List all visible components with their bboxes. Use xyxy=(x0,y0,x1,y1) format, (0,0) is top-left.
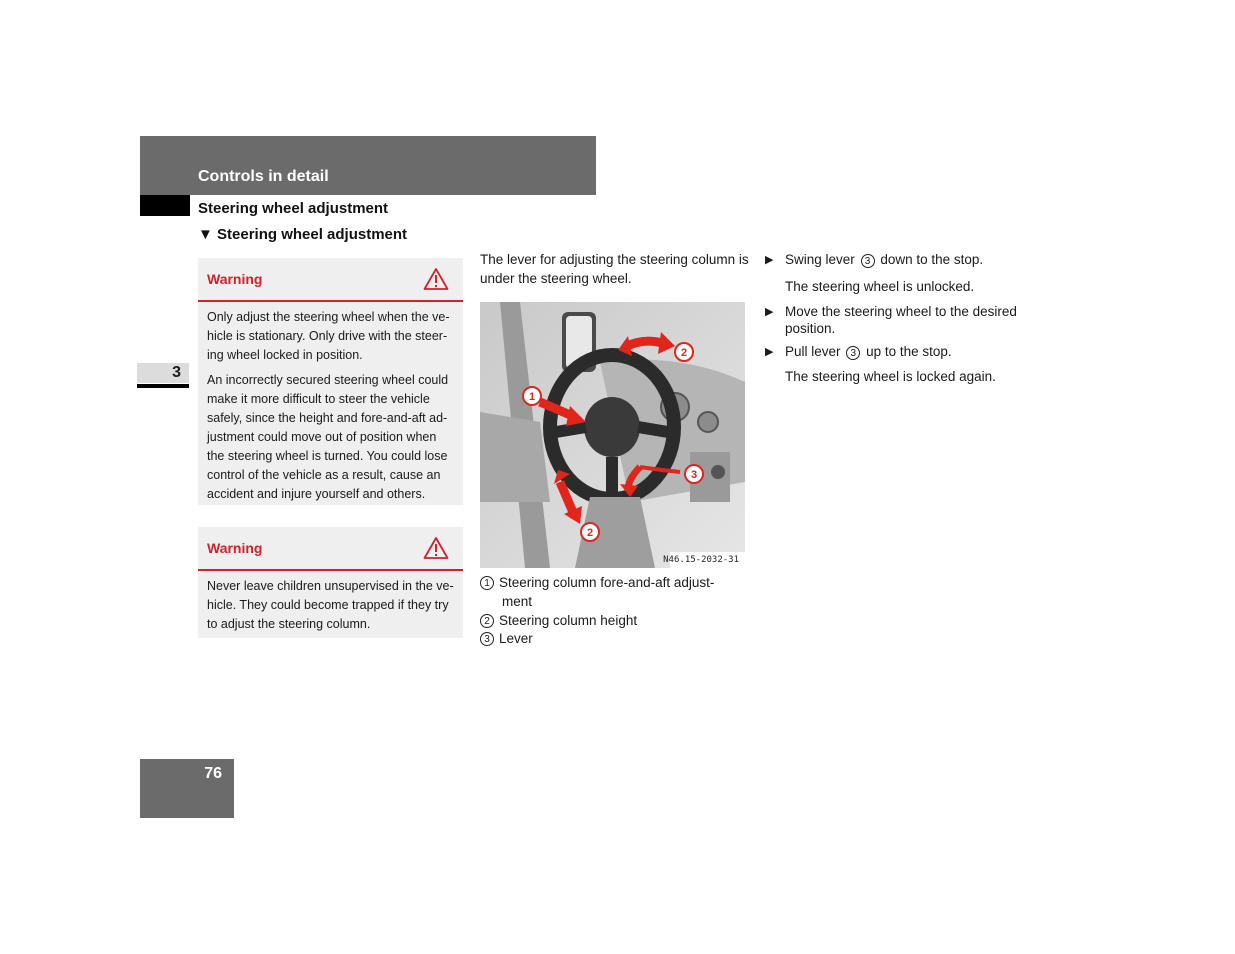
callout-2b xyxy=(581,523,599,541)
legend-item xyxy=(480,611,750,630)
step-text: Swing lever xyxy=(785,252,855,267)
callout-2 xyxy=(675,343,693,361)
instruction-step xyxy=(765,343,1045,361)
warning-body xyxy=(198,571,463,646)
warning-triangle-icon xyxy=(423,267,449,291)
step-arrow-icon: ▶ xyxy=(765,306,774,318)
warning-body xyxy=(198,302,463,516)
step-text: Move the steering wheel to the desired position. xyxy=(785,304,1017,336)
chapter-title: Controls in detail xyxy=(198,168,329,185)
step-arrow-icon: ▶ xyxy=(765,346,774,358)
step-result: The steering wheel is unlocked. xyxy=(785,279,975,294)
warning-paragraph: Only adjust the steering wheel when the ve-hicle is stationary. Only drive with the steer-ing wheel locked in position. xyxy=(207,310,450,362)
legend-number: 1 xyxy=(480,576,494,590)
steering-wheel-figure xyxy=(480,302,745,568)
header-bar xyxy=(140,136,596,195)
step-text: up to the stop. xyxy=(866,344,952,359)
callout-3 xyxy=(685,465,703,483)
instruction-step xyxy=(765,251,1045,269)
steering-wheel-illustration xyxy=(480,302,745,568)
step-number: 3 xyxy=(846,346,860,360)
legend-text: Steering column fore-and-aft adjust- xyxy=(499,575,715,590)
legend-number: 2 xyxy=(480,614,494,628)
svg-text:2: 2 xyxy=(680,347,688,359)
warning-header xyxy=(198,258,463,302)
chapter-number-tab: 3 xyxy=(137,363,189,383)
warning-paragraph: Never leave children unsupervised in the ve-hicle. They could become trapped if they try to adjust the steering column. xyxy=(207,579,454,631)
section-tab-marker xyxy=(140,195,190,216)
svg-text:3: 3 xyxy=(690,469,698,481)
step-text: down to the stop. xyxy=(880,252,984,267)
callout-1 xyxy=(523,387,541,405)
legend-text-continued: ment xyxy=(502,594,533,609)
warning-label: Warning xyxy=(207,540,263,556)
svg-text:1: 1 xyxy=(528,391,536,403)
step-number: 3 xyxy=(861,254,875,268)
warning-box xyxy=(198,258,463,505)
figure-code: N46.15-2032-31 xyxy=(663,555,739,565)
page-number: 76 xyxy=(204,765,222,782)
legend-number: 3 xyxy=(480,632,494,646)
step-result: The steering wheel is locked again. xyxy=(785,369,996,384)
instruction-step xyxy=(765,303,1045,337)
legend-item xyxy=(480,573,750,611)
warning-paragraph: An incorrectly secured steering wheel could make it more difficult to steer the vehicle safely, since the height and fore-and-aft ad-justment could move out of position when the steering wheel is turned. You could lose control of the vehicle as a result, cause an accident and injure yourself and others. xyxy=(207,373,449,501)
warning-label: Warning xyxy=(207,271,263,287)
step-arrow-icon: ▶ xyxy=(765,254,774,266)
warning-box xyxy=(198,527,463,638)
subsection-title: ▼ Steering wheel adjustment xyxy=(198,226,408,243)
chapter-rule xyxy=(137,384,189,388)
intro-text: The lever for adjusting the steering column is under the steering wheel. xyxy=(480,252,749,286)
svg-text:2: 2 xyxy=(586,527,594,539)
legend-item xyxy=(480,629,750,648)
step-text: Pull lever xyxy=(785,344,841,359)
warning-triangle-icon xyxy=(423,536,449,560)
legend-text: Lever xyxy=(499,631,533,646)
warning-header xyxy=(198,527,463,571)
section-title: Steering wheel adjustment xyxy=(198,200,389,217)
legend-text: Steering column height xyxy=(499,613,638,628)
